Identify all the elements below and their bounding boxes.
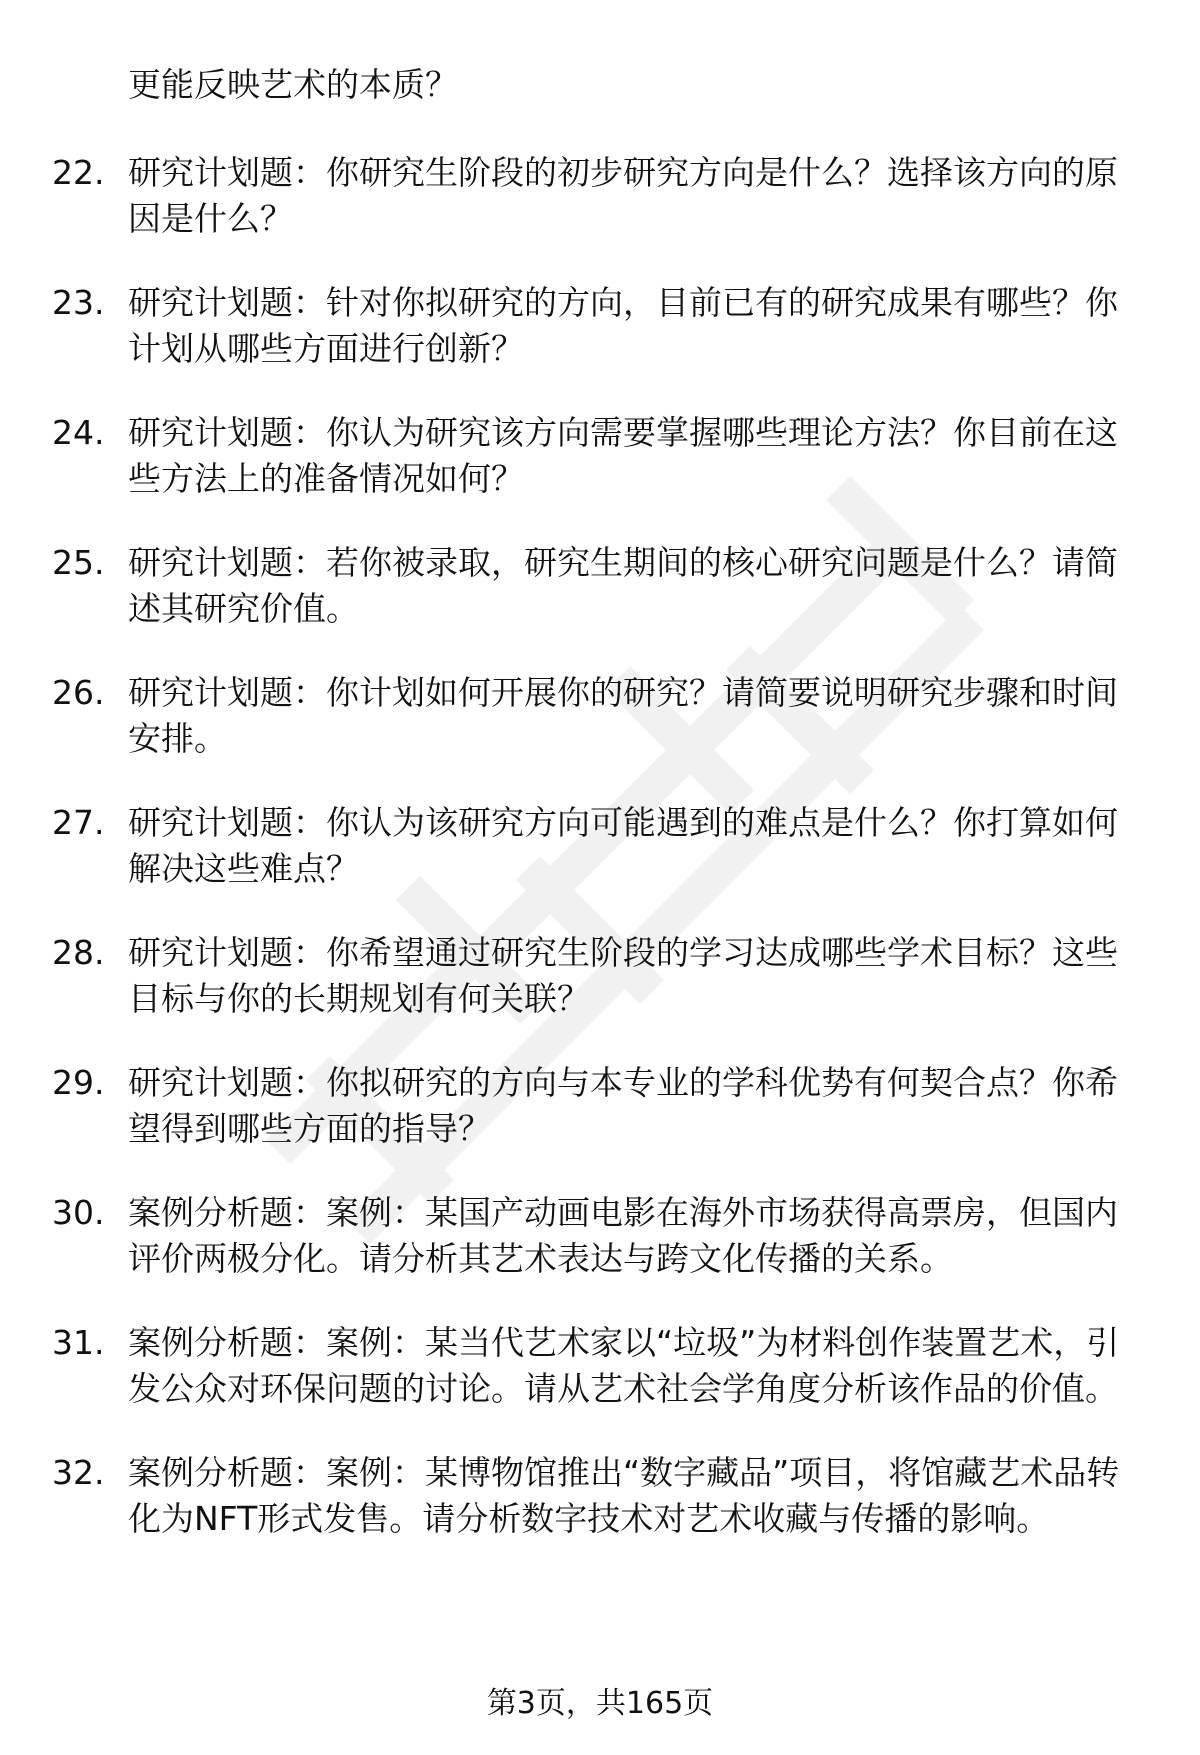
question-text: 研究计划题：若你被录取，研究生期间的核心研究问题是什么？请简述其研究价值。 — [128, 543, 1118, 628]
list-item — [52, 800, 1142, 892]
question-text: 研究计划题：你计划如何开展你的研究？请简要说明研究步骤和时间安排。 — [128, 673, 1118, 758]
list-item — [52, 1450, 1142, 1542]
question-number: 30. — [52, 1193, 105, 1232]
list-item — [52, 1190, 1142, 1282]
question-number: 28. — [52, 933, 105, 972]
question-text: 研究计划题：你认为该研究方向可能遇到的难点是什么？你打算如何解决这些难点？ — [128, 803, 1118, 888]
list-item — [52, 930, 1142, 1022]
question-number: 24. — [52, 413, 105, 452]
question-number: 22. — [52, 153, 105, 192]
question-text: 研究计划题：你认为研究该方向需要掌握哪些理论方法？你目前在这些方法上的准备情况如何？ — [128, 413, 1118, 498]
list-item — [52, 670, 1142, 762]
question-text: 案例分析题：案例：某当代艺术家以“垃圾”为材料创作装置艺术，引发公众对环保问题的讨论。请从艺术社会学角度分析该作品的价值。 — [128, 1323, 1120, 1408]
question-text: 研究计划题：你研究生阶段的初步研究方向是什么？选择该方向的原因是什么？ — [128, 153, 1118, 238]
question-number: 27. — [52, 803, 105, 842]
list-item — [52, 1060, 1142, 1152]
question-text: 研究计划题：你拟研究的方向与本专业的学科优势有何契合点？你希望得到哪些方面的指导？ — [128, 1063, 1118, 1148]
continued-question-text: 更能反映艺术的本质？ — [128, 65, 458, 104]
question-text: 研究计划题：针对你拟研究的方向，目前已有的研究成果有哪些？你计划从哪些方面进行创新？ — [128, 283, 1118, 368]
question-list — [52, 150, 1142, 1580]
list-item — [52, 150, 1142, 242]
question-number: 25. — [52, 543, 105, 582]
question-number: 32. — [52, 1453, 105, 1492]
page-number-footer: 第3页，共165页 — [486, 1686, 714, 1721]
list-item — [52, 540, 1142, 632]
question-text: 案例分析题：案例：某博物馆推出“数字藏品”项目，将馆藏艺术品转化为NFT形式发售。请分析数字技术对艺术收藏与传播的影响。 — [128, 1453, 1120, 1538]
question-number: 26. — [52, 673, 105, 712]
question-text: 研究计划题：你希望通过研究生阶段的学习达成哪些学术目标？这些目标与你的长期规划有何关联？ — [128, 933, 1118, 1018]
question-number: 23. — [52, 283, 105, 322]
list-item — [52, 410, 1142, 502]
question-text: 案例分析题：案例：某国产动画电影在海外市场获得高票房，但国内评价两极分化。请分析其艺术表达与跨文化传播的关系。 — [128, 1193, 1118, 1278]
question-number: 29. — [52, 1063, 105, 1102]
question-number: 31. — [52, 1323, 105, 1362]
list-item — [52, 280, 1142, 372]
list-item — [52, 1320, 1142, 1412]
